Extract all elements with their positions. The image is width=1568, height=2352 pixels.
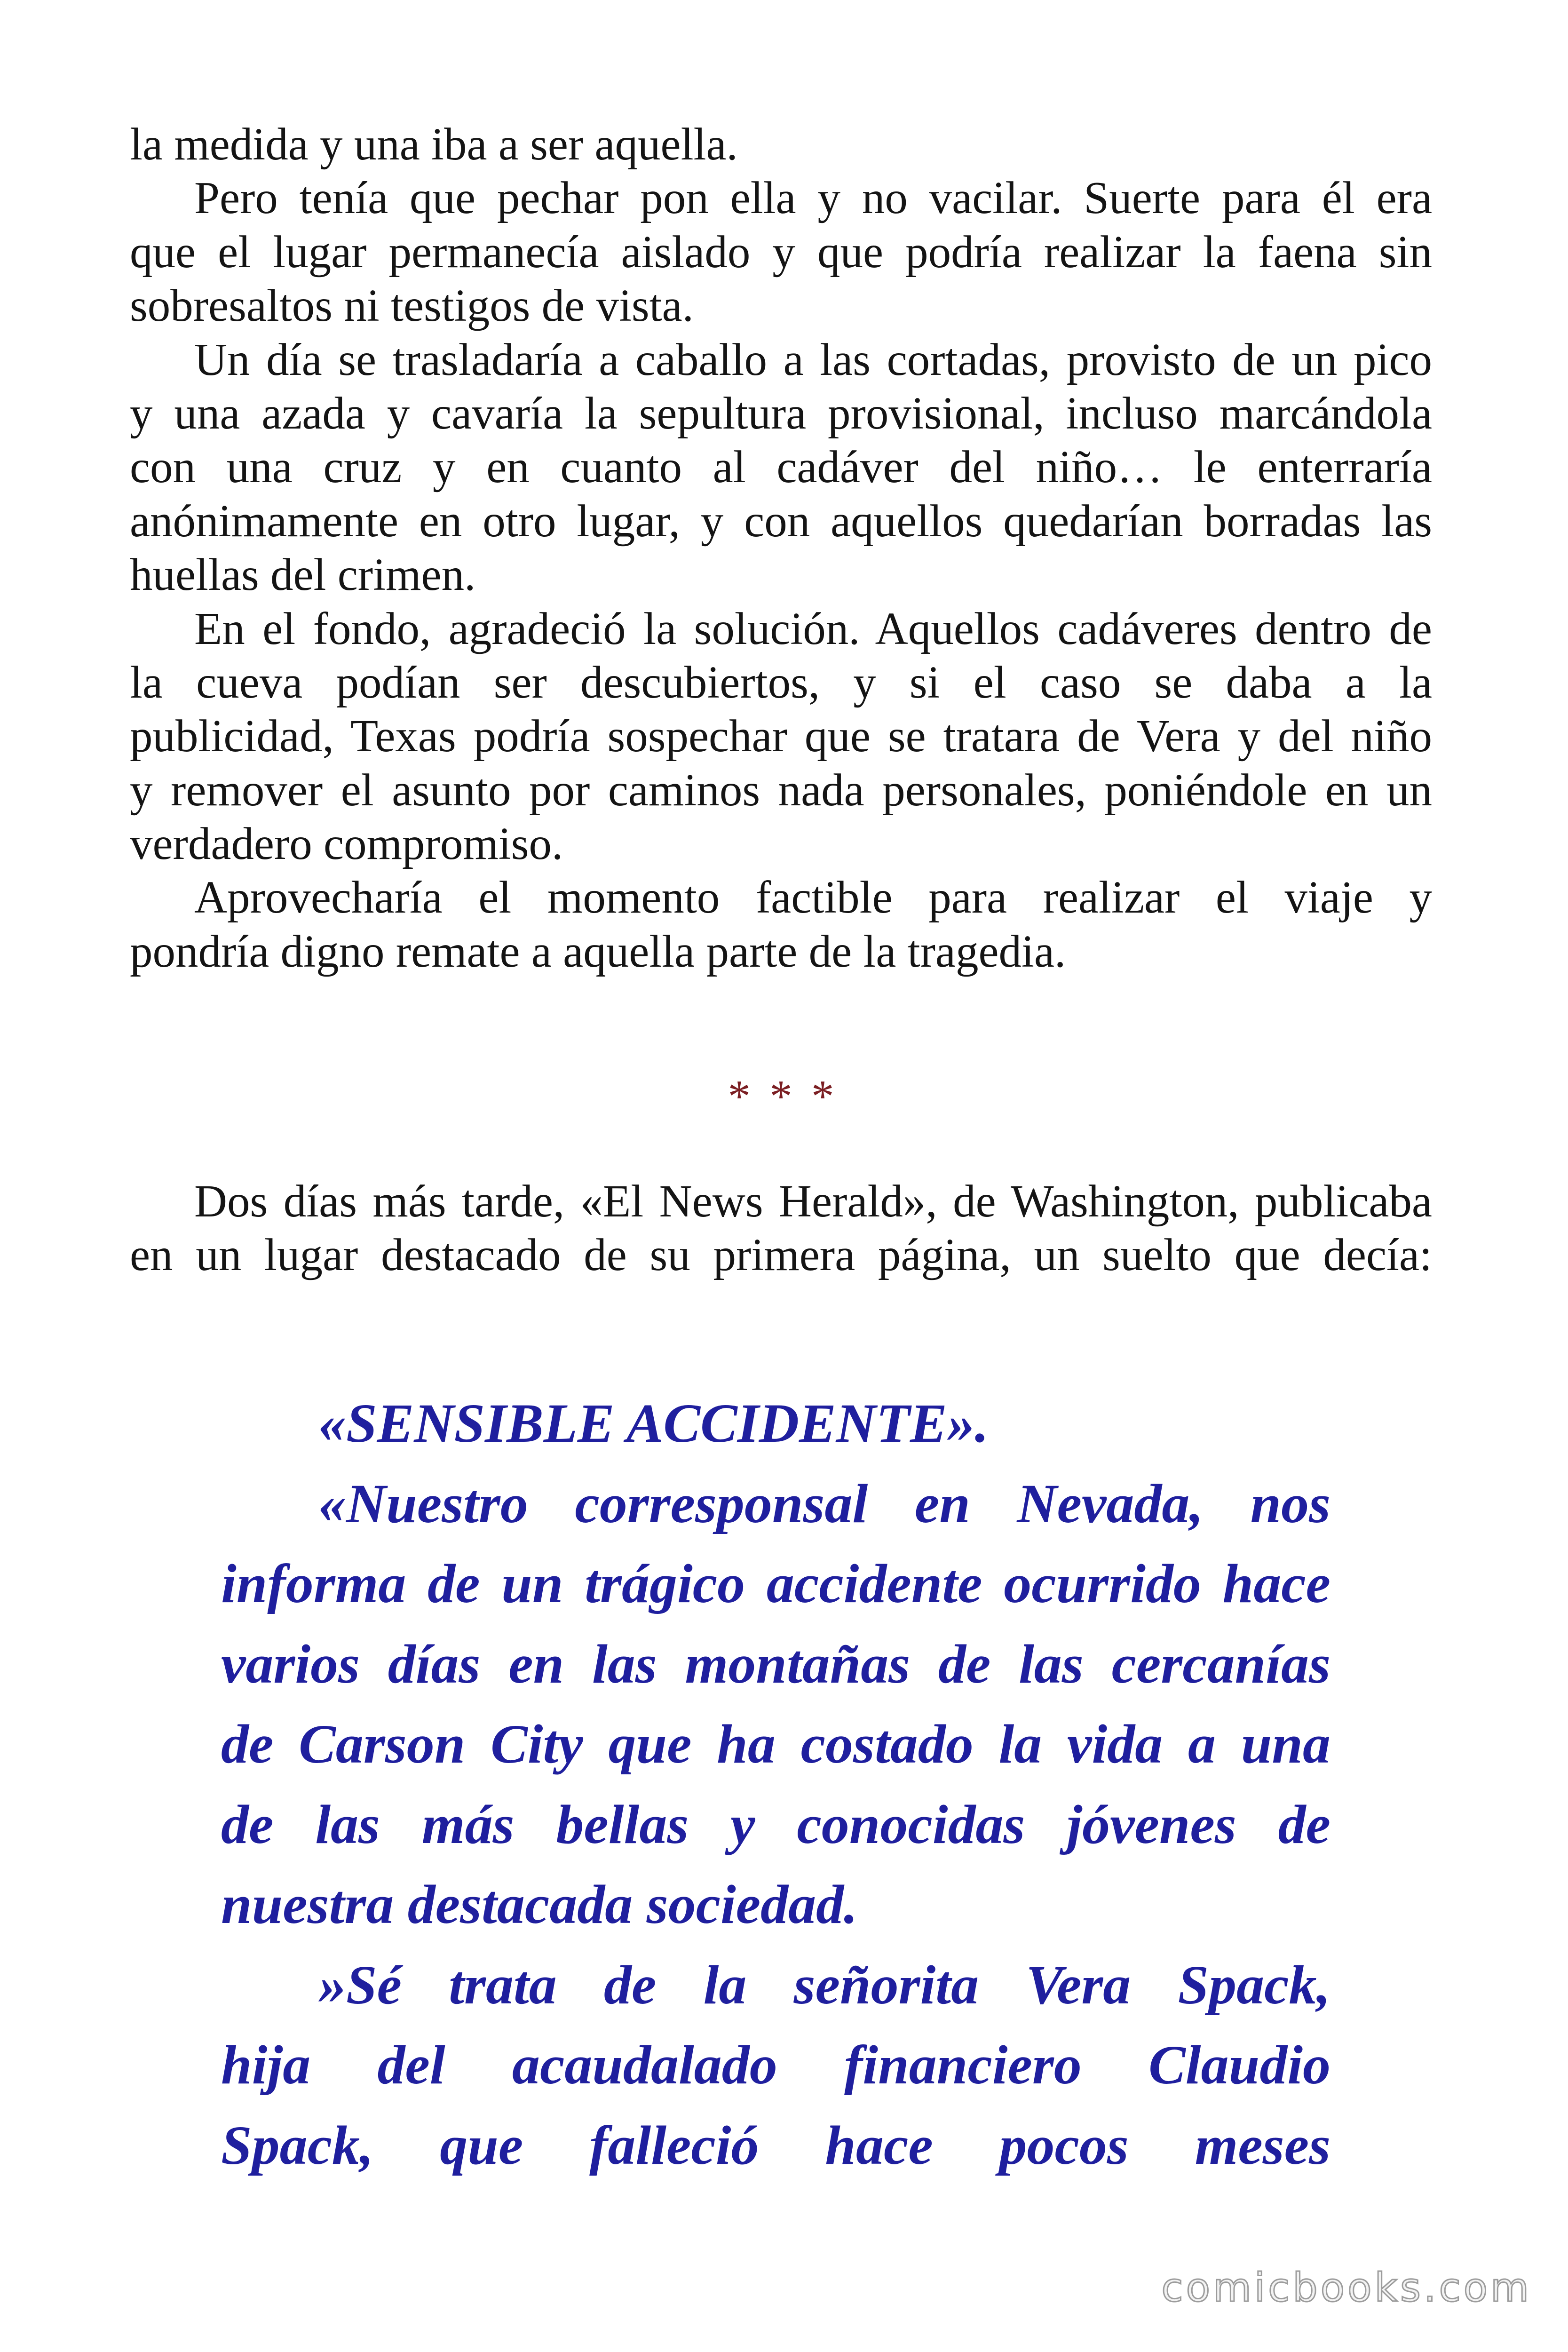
text-line: de las más bellas y conocidas jóvenes de xyxy=(221,1793,1330,1855)
text-line: Spack, que falleció hace pocos meses xyxy=(221,2114,1330,2176)
text-line: en un lugar destacado de su primera página, un suelto que decía: xyxy=(130,1230,1432,1280)
paragraph xyxy=(130,333,1432,602)
text-line: la medida y una iba a ser aquella. xyxy=(130,119,738,169)
text-line: Un día se trasladaría a caballo a las cortadas, provisto de un pico xyxy=(194,334,1432,385)
paragraph xyxy=(130,871,1432,978)
newspaper-clipping xyxy=(221,1383,1330,2185)
text-line: que el lugar permanecía aislado y que podría realizar la faena sin xyxy=(130,226,1432,277)
text-line: de Carson City que ha costado la vida a una xyxy=(221,1713,1330,1775)
newspaper-headline: «SENSIBLE ACCIDENTE». xyxy=(318,1392,989,1454)
paragraph xyxy=(130,602,1432,871)
text-line: sobresaltos ni testigos de vista. xyxy=(130,280,694,331)
text-line: pondría digno remate a aquella parte de la tragedia. xyxy=(130,926,1066,977)
text-line: «Nuestro corresponsal en Nevada, nos xyxy=(318,1472,1330,1534)
text-line: Dos días más tarde, «El News Herald», de Washington, publicaba xyxy=(194,1176,1432,1226)
text-line: la cueva podían ser descubiertos, y si el caso se daba a la xyxy=(130,657,1432,707)
text-line: informa de un trágico accidente ocurrido hace xyxy=(221,1553,1330,1614)
newspaper-paragraph xyxy=(221,1464,1330,1945)
text-line: varios días en las montañas de las cercanías xyxy=(221,1633,1330,1695)
text-line: verdadero compromiso. xyxy=(130,818,563,869)
text-line: y remover el asunto por caminos nada personales, poniéndole en un xyxy=(130,764,1432,815)
text-line: con una cruz y en cuanto al cadáver del niño… le enterraría xyxy=(130,442,1432,493)
text-line: Pero tenía que pechar pon ella y no vacilar. Suerte para él era xyxy=(194,173,1432,223)
paragraph xyxy=(130,171,1432,333)
text-line: nuestra destacada sociedad. xyxy=(221,1874,858,1935)
text-line: huellas del crimen. xyxy=(130,549,476,600)
text-line: hija del acaudalado financiero Claudio xyxy=(221,2034,1330,2096)
text-line: publicidad, Texas podría sospechar que se tratara de Vera y del niño xyxy=(130,711,1432,762)
body-text xyxy=(130,118,1432,978)
watermark: comicbooks.com xyxy=(1161,2265,1532,2311)
text-line: »Sé trata de la señorita Vera Spack, xyxy=(318,1954,1330,2016)
intro-paragraph xyxy=(130,1175,1432,1282)
newspaper-paragraph xyxy=(221,1945,1330,2186)
text-line: Aprovecharía el momento factible para realizar el viaje y xyxy=(194,872,1432,923)
text-line: En el fondo, agradeció la solución. Aquellos cadáveres dentro de xyxy=(194,603,1432,654)
text-line: y una azada y cavaría la sepultura provisional, incluso marcándola xyxy=(130,388,1432,438)
paragraph xyxy=(130,118,1432,171)
text-line: anónimamente en otro lugar, y con aquellos quedarían borradas las xyxy=(130,495,1432,546)
scene-break: * * * xyxy=(728,1071,834,1121)
